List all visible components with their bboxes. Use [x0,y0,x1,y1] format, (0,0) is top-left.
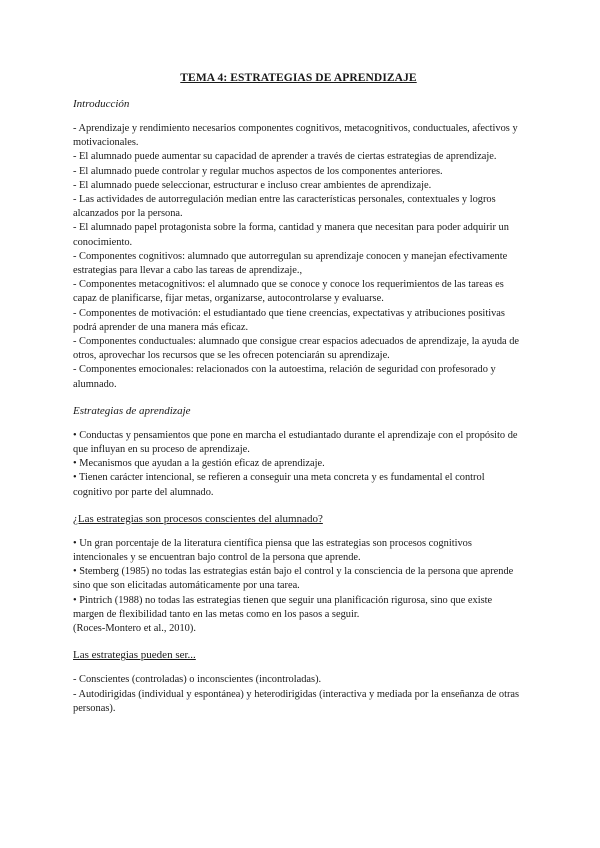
citation: (Roces-Montero et al., 2010). [73,623,196,635]
intro-paragraph: - Componentes metacognitivos: el alumnado que se conoce y conoce los requerimientos de las tareas es capaz de planificarse, fijar metas, organizarse, autocontrolarse y evaluarse. [73,279,504,305]
tipos-item: - Autodirigidas (individual y espontánea) y heterodirigidas (interactiva y mediada por la enseñanza de otras personas). [73,688,520,714]
intro-paragraph: - El alumnado puede seleccionar, estructurar e incluso crear ambientes de aprendizaje. [73,179,432,191]
intro-paragraph: - El alumnado puede aumentar su capacidad de aprender a través de ciertas estrategias de aprendizaje. [73,151,497,163]
intro-paragraph: - El alumnado papel protagonista sobre la forma, cantidad y manera que necesitan para poder adquirir un conocimiento. [73,222,509,248]
conscientes-heading: ¿Las estrategias son procesos conscientes del alumnado? [73,512,323,525]
estrategias-heading: Estrategias de aprendizaje [73,404,191,417]
conscientes-bullet: • Un gran porcentaje de la literatura científica piensa que las estrategias son procesos cognitivos intencionales y se encuentran bajo control de la persona que aprende. [73,537,472,564]
conscientes-bullet: • Pintrich (1988) no todas las estrategias tienen que seguir una planificación rigurosa, sino que existe margen de flexibilidad tanto en las metas como en los pasos a seguir. [73,594,493,620]
conscientes-bullet: • Stemberg (1985) no todas las estrategias están bajo el control y la consciencia de la persona que aprende sino que son elicitadas automáticamente por una tarea. [73,566,514,592]
estrategias-bullet: • Tienen carácter intencional, se refieren a conseguir una meta concreta y es fundamental el control cognitivo por parte del alumnado. [73,472,485,498]
estrategias-list [73,429,524,500]
intro-paragraph: - Aprendizaje y rendimiento necesarios componentes cognitivos, metacognitivos, conductuales, afectivos y motivacionales. [73,123,518,149]
tipos-heading: Las estrategias pueden ser... [73,649,196,662]
tipos-list [73,673,524,716]
intro-list [73,122,524,392]
intro-paragraph: - Componentes conductuales: alumnado que consigue crear espacios adecuados de aprendizaje, la ayuda de otros, aprovechar los recursos que se les ofrecen potenciarán su aprendizaje. [73,336,520,362]
estrategias-bullet: • Conductas y pensamientos que pone en marcha el estudiantado durante el aprendizaje con el propósito de que influyan en su proceso de aprendizaje. [73,429,518,456]
document-title: TEMA 4: ESTRATEGIAS DE APRENDIZAJE [180,72,417,84]
intro-paragraph: - El alumnado puede controlar y regular muchos aspectos de los componentes anteriores. [73,165,443,177]
intro-paragraph: - Componentes emocionales: relacionados con la autoestima, relación de seguridad con profesorado y alumnado. [73,364,496,390]
intro-paragraph: - Componentes cognitivos: alumnado que autorregulan su aprendizaje conocen y manejan efectivamente estrategias para llevar a cabo las tareas de aprendizaje., [73,250,508,277]
tipos-item: - Conscientes (controladas) o inconscientes (incontroladas). [73,674,322,686]
intro-paragraph: - Componentes de motivación: el estudiantado que tiene creencias, expectativas y atribuciones positivas podrá aprender de una manera más eficaz. [73,307,505,333]
intro-paragraph: - Las actividades de autorregulación median entre las características personales, contextuales y logros alcanzados por la persona. [73,194,496,220]
estrategias-bullet: • Mecanismos que ayudan a la gestión eficaz de aprendizaje. [73,458,325,470]
conscientes-list [73,537,524,636]
intro-heading: Introducción [73,98,130,110]
